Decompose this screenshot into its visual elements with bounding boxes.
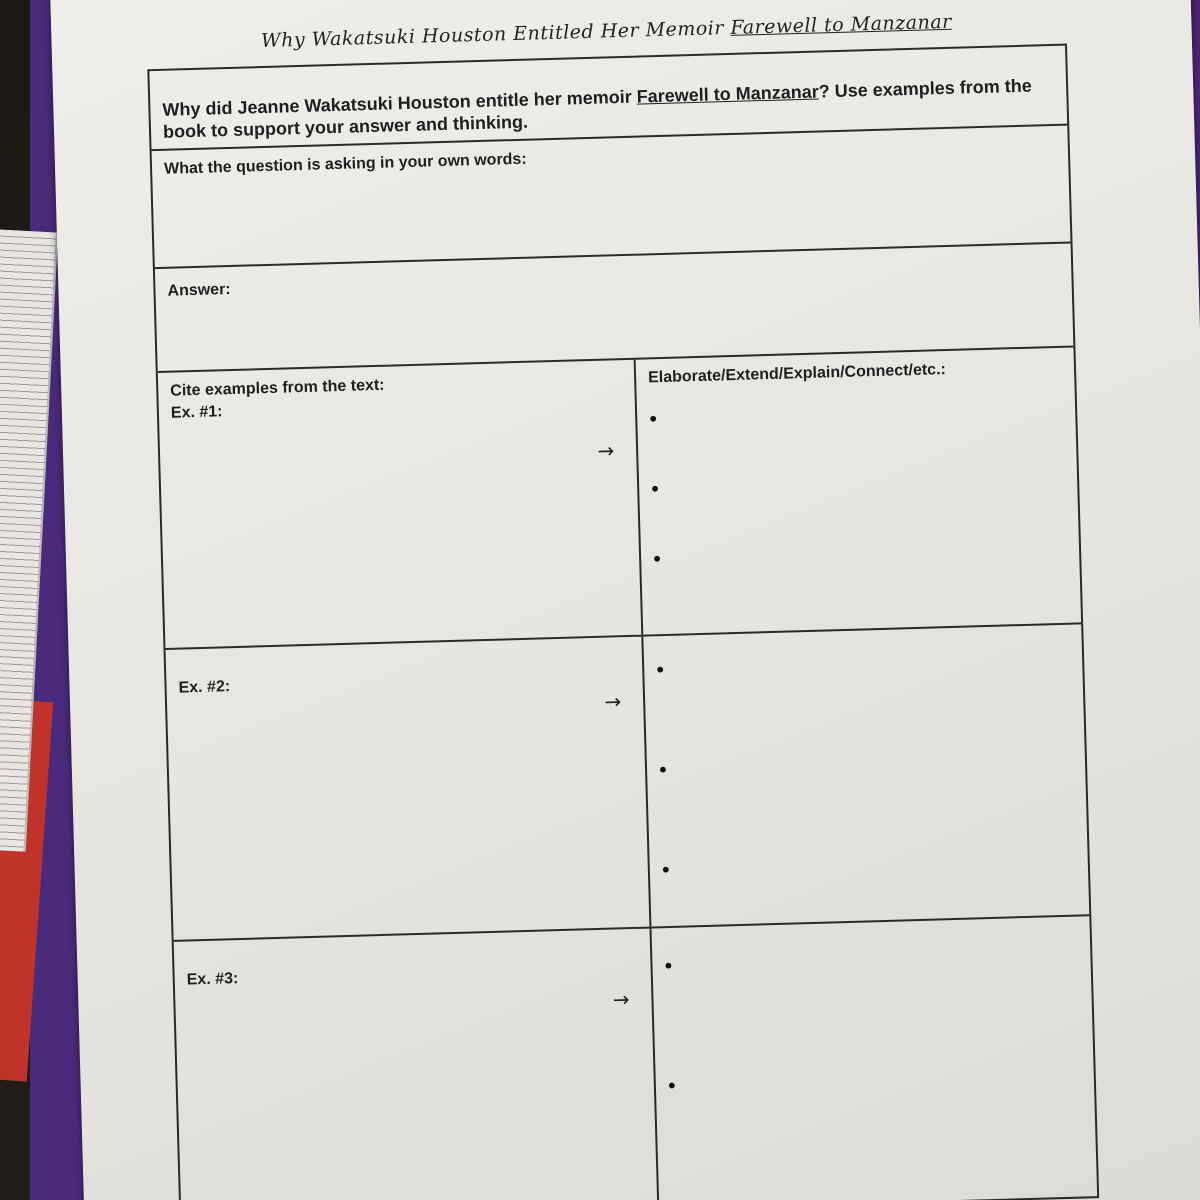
bullet-icon: • bbox=[665, 1073, 679, 1099]
arrow-icon: → bbox=[604, 689, 622, 714]
bullet-icon: • bbox=[653, 657, 667, 683]
example-row-3 bbox=[174, 916, 1097, 1200]
example-label-2: Ex. #2: bbox=[178, 678, 231, 697]
elaborate-cell-3[interactable] bbox=[651, 916, 1097, 1200]
example-cell-1[interactable] bbox=[158, 360, 643, 648]
example-row-2 bbox=[166, 624, 1090, 941]
elaborate-label: Elaborate/Extend/Explain/Connect/etc.: bbox=[647, 361, 947, 387]
arrow-icon: → bbox=[597, 438, 615, 463]
worksheet bbox=[146, 8, 1099, 1200]
own-words-label: What the question is asking in your own words: bbox=[163, 150, 527, 178]
title-book: Farewell to Manzanar bbox=[730, 10, 953, 39]
bullet-icon: • bbox=[662, 953, 675, 979]
example-row-1 bbox=[158, 347, 1081, 649]
example-label-3: Ex. #3: bbox=[186, 970, 239, 989]
worksheet-table bbox=[147, 44, 1099, 1200]
bullet-icon: • bbox=[659, 857, 672, 883]
elaborate-cell-2[interactable] bbox=[643, 624, 1089, 926]
example-cell-3[interactable] bbox=[174, 928, 660, 1200]
title-text: Why Wakatsuki Houston Entitled Her Memoir bbox=[260, 16, 731, 53]
arrow-icon: → bbox=[612, 987, 630, 1012]
prompt-suffix: ? Use examples from the book to support your answer and thinking. bbox=[162, 75, 1032, 142]
elaborate-cell-1[interactable] bbox=[636, 347, 1082, 634]
prompt-text: Why did Jeanne Wakatsuki Houston entitle her memoir bbox=[162, 86, 637, 120]
example-label-1: Ex. #1: bbox=[170, 403, 223, 422]
prompt-book: Farewell to Manzanar bbox=[636, 81, 819, 107]
worksheet-paper bbox=[50, 0, 1200, 1200]
answer-label: Answer: bbox=[167, 280, 231, 300]
bullet-icon: • bbox=[656, 757, 670, 783]
cite-label: Cite examples from the text: bbox=[170, 376, 385, 400]
example-cell-2[interactable] bbox=[166, 637, 652, 940]
bullet-icon: • bbox=[646, 407, 660, 432]
bullet-icon: • bbox=[648, 477, 662, 502]
bullet-icon: • bbox=[650, 547, 664, 572]
